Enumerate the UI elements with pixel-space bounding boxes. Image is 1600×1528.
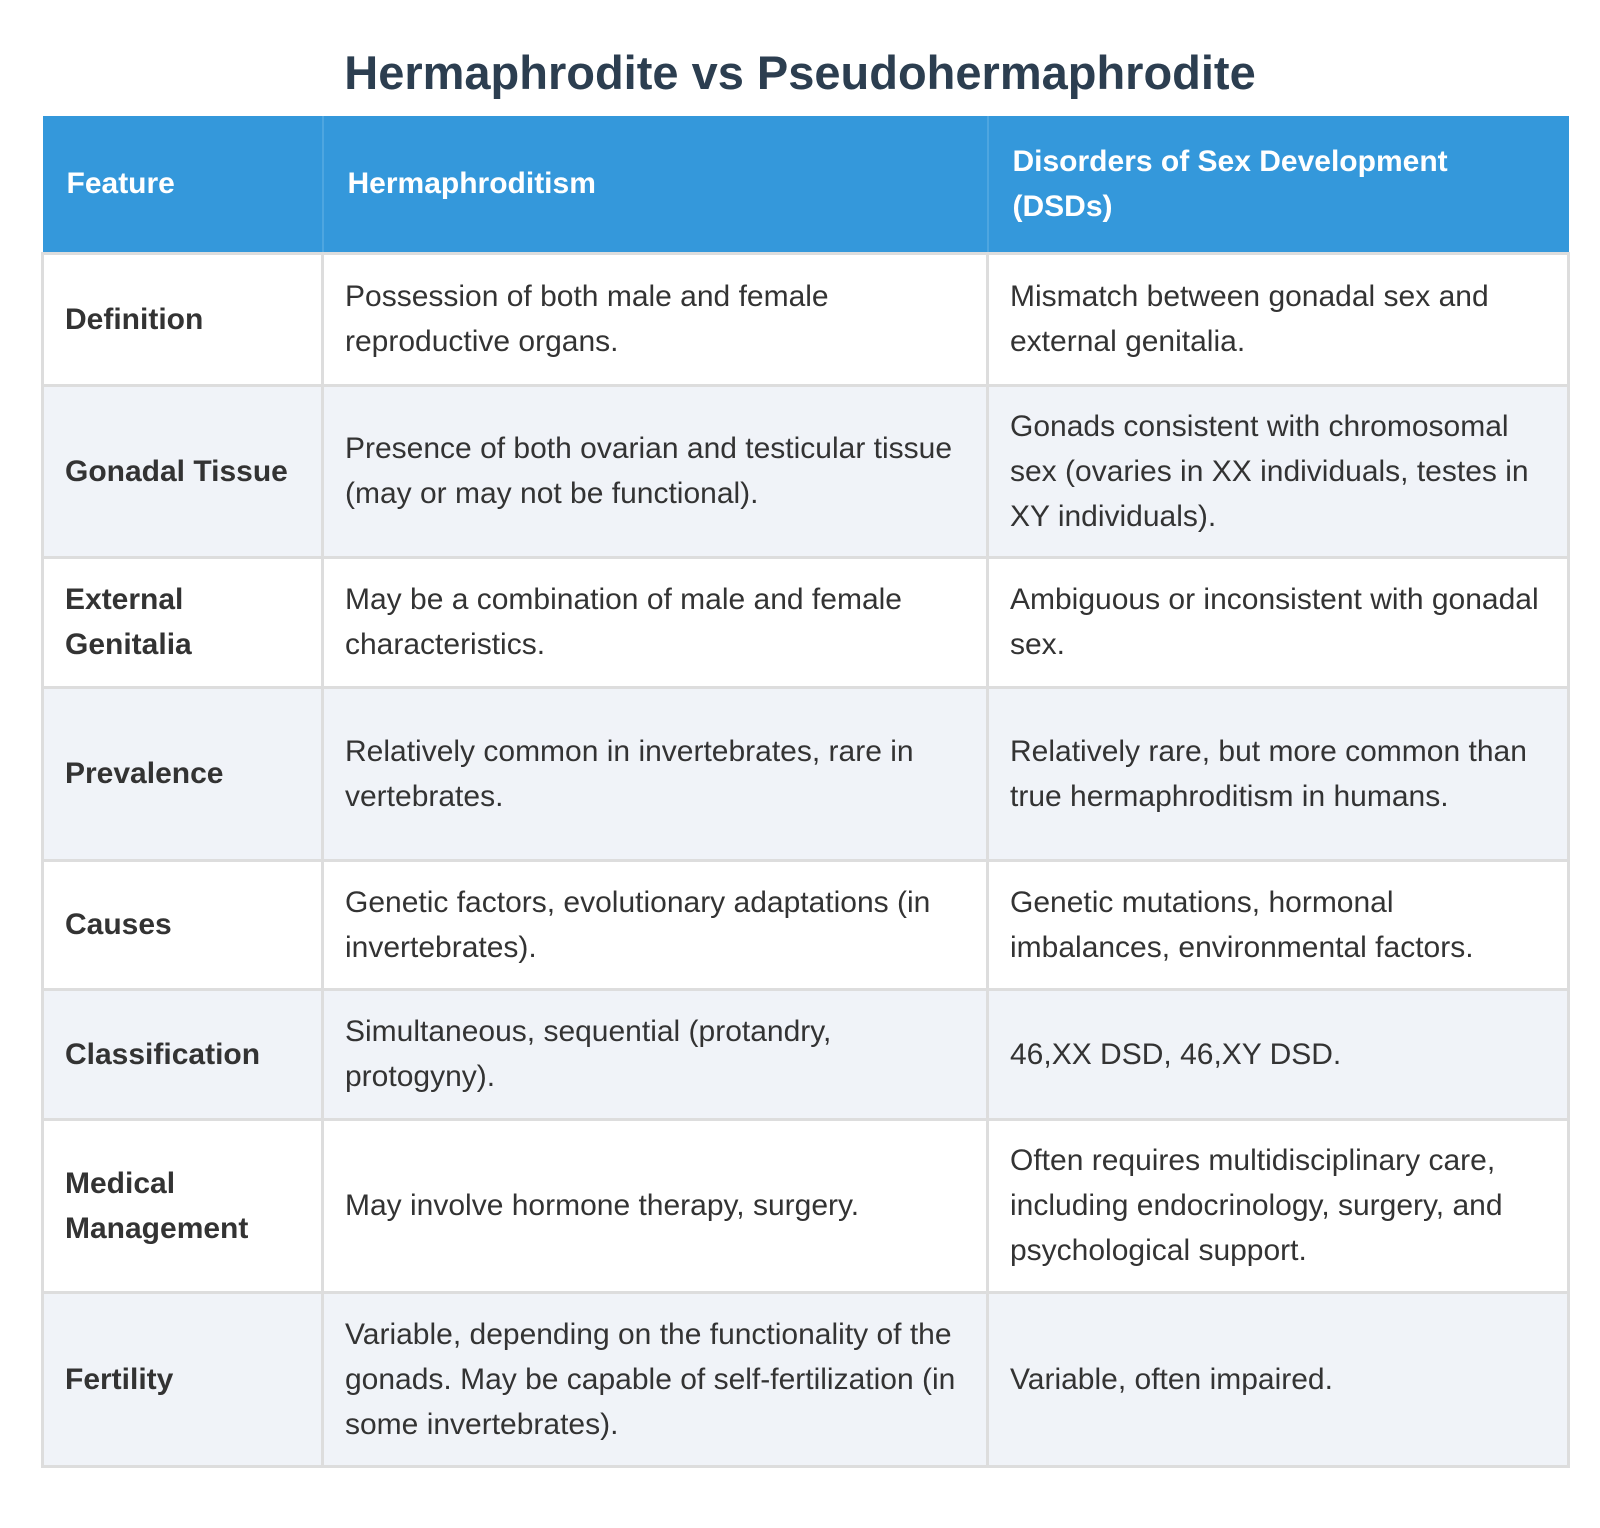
dsd-cell: Gonads consistent with chromosomal sex (ovaries in XX individuals, testes in XY individuals). — [988, 385, 1569, 557]
dsd-cell: Relatively rare, but more common than true hermaphroditism in humans. — [988, 687, 1569, 860]
hermaphroditism-cell: Simultaneous, sequential (protandry, protogyny). — [323, 989, 988, 1119]
dsd-cell: Genetic mutations, hormonal imbalances, environmental factors. — [988, 860, 1569, 989]
hermaphroditism-cell: Genetic factors, evolutionary adaptations (in invertebrates). — [323, 860, 988, 989]
hermaphroditism-cell: Relatively common in invertebrates, rare in vertebrates. — [323, 687, 988, 860]
hermaphroditism-cell: May involve hormone therapy, surgery. — [323, 1119, 988, 1292]
feature-cell: External Genitalia — [43, 557, 323, 687]
dsd-cell: Often requires multidisciplinary care, including endocrinology, surgery, and psychological support. — [988, 1119, 1569, 1292]
page-title: Hermaphrodite vs Pseudohermaphrodite — [344, 46, 1256, 99]
hermaphroditism-cell: May be a combination of male and female characteristics. — [323, 557, 988, 687]
feature-cell: Medical Management — [43, 1119, 323, 1292]
table-row — [43, 1292, 1569, 1466]
feature-cell: Classification — [43, 989, 323, 1119]
hermaphroditism-cell: Presence of both ovarian and testicular tissue (may or may not be functional). — [323, 385, 988, 557]
dsd-cell: Variable, often impaired. — [988, 1292, 1569, 1466]
feature-cell: Gonadal Tissue — [43, 385, 323, 557]
table-row — [43, 557, 1569, 687]
dsd-cell: Mismatch between gonadal sex and external genitalia. — [988, 253, 1569, 385]
column-header-dsd: Disorders of Sex Development (DSDs) — [988, 116, 1569, 253]
feature-cell: Fertility — [43, 1292, 323, 1466]
dsd-cell: 46,XX DSD, 46,XY DSD. — [988, 989, 1569, 1119]
column-header-hermaphroditism: Hermaphroditism — [323, 116, 988, 253]
table-row — [43, 253, 1569, 385]
table-row — [43, 687, 1569, 860]
feature-cell: Causes — [43, 860, 323, 989]
dsd-cell: Ambiguous or inconsistent with gonadal sex. — [988, 557, 1569, 687]
hermaphroditism-cell: Possession of both male and female reproductive organs. — [323, 253, 988, 385]
comparison-table — [41, 116, 1570, 1468]
table-row — [43, 1119, 1569, 1292]
feature-cell: Definition — [43, 253, 323, 385]
hermaphroditism-cell: Variable, depending on the functionality of the gonads. May be capable of self-fertilization (in some invertebrates). — [323, 1292, 988, 1466]
table-row — [43, 385, 1569, 557]
table-row — [43, 989, 1569, 1119]
feature-cell: Prevalence — [43, 687, 323, 860]
table-row — [43, 860, 1569, 989]
header-row — [43, 116, 1569, 253]
column-header-feature: Feature — [43, 116, 323, 253]
